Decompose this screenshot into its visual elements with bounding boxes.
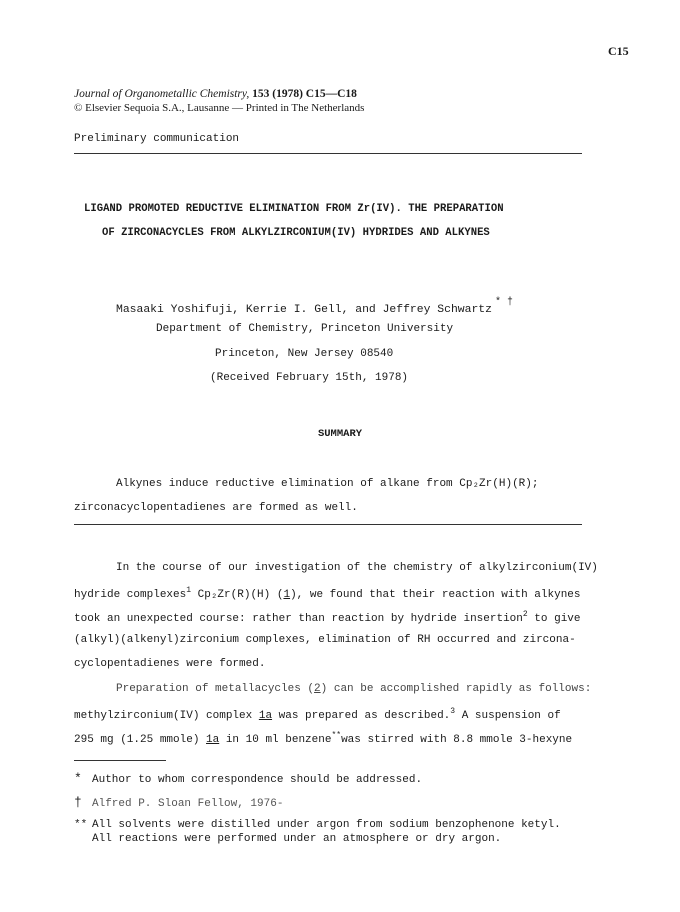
- footnote-text: Alfred P. Sloan Fellow, 1976-: [92, 798, 284, 810]
- footnote-text: All solvents were distilled under argon from sodium benzophenone ketyl.: [92, 819, 561, 831]
- footnote-4: [74, 833, 501, 845]
- body-p1-line5: cyclopentadienes were formed.: [74, 658, 266, 670]
- author-marks: * †: [494, 297, 513, 308]
- summary-rule: [74, 524, 582, 525]
- footnote-ref-solvents: **: [331, 731, 342, 740]
- citation-1: 1: [186, 586, 192, 595]
- text-run: Cp₂Zr(R)(H) (: [191, 589, 284, 601]
- city: Princeton, New Jersey 08540: [215, 348, 394, 360]
- footnote-text: Author to whom correspondence should be addressed.: [92, 774, 423, 786]
- text-run: hydride complexes: [74, 589, 187, 601]
- body-p2-line3: [74, 731, 572, 746]
- footnote-3: [74, 819, 561, 831]
- body-p1-line2: [74, 586, 581, 601]
- text-run: ) can be accomplished rapidly as follows:: [320, 683, 592, 695]
- body-p1-line1: In the course of our investigation of the chemistry of alkylzirconium(IV): [116, 562, 598, 574]
- header-rule: [74, 153, 582, 154]
- body-p2-line1: [116, 683, 591, 695]
- title-line-2: OF ZIRCONACYCLES FROM ALKYLZIRCONIUM(IV) HYDRIDES AND ALKYNES: [102, 227, 490, 239]
- footnote-mark: **: [74, 819, 88, 831]
- citation-3: 3: [450, 707, 456, 716]
- footnote-mark: *: [74, 771, 82, 786]
- summary-line-1: Alkynes induce reductive elimination of alkane from Cp₂Zr(H)(R);: [116, 478, 539, 490]
- text-run: to give: [527, 613, 581, 625]
- journal-citation: [74, 88, 357, 100]
- text-run: was stirred with 8.8 mmole 3-hexyne: [341, 734, 573, 746]
- received-date: (Received February 15th, 1978): [210, 372, 409, 384]
- publisher-line: © Elsevier Sequoia S.A., Lausanne — Printed in The Netherlands: [74, 102, 365, 114]
- body-p1-line3: [74, 610, 581, 625]
- title-line-1: LIGAND PROMOTED REDUCTIVE ELIMINATION FROM Zr(IV). THE PREPARATION: [84, 203, 504, 215]
- summary-line-2: zirconacyclopentadienes are formed as well.: [74, 502, 358, 514]
- journal-name: Journal of Organometallic Chemistry,: [74, 88, 250, 100]
- text-run: Preparation of metallacycles (: [116, 683, 315, 695]
- footnote-rule: [74, 760, 166, 761]
- journal-ref: 153 (1978) C15—C18: [252, 88, 357, 100]
- text-run: methylzirconium(IV) complex: [74, 710, 259, 722]
- body-p1-line4: (alkyl)(alkenyl)zirconium complexes, elimination of RH occurred and zircona-: [74, 634, 576, 646]
- compound-ref-1a-2: 1a: [206, 734, 220, 746]
- author-names: [116, 297, 513, 316]
- compound-ref-1a: 1a: [258, 710, 273, 722]
- compound-ref-1: 1: [283, 589, 291, 601]
- footnote-2: [74, 795, 283, 810]
- text-run: in 10 ml benzene: [219, 734, 332, 746]
- footnote-mark: †: [74, 795, 82, 810]
- compound-ref-2: 2: [314, 683, 321, 695]
- author-list: Masaaki Yoshifuji, Kerrie I. Gell, and Jeffrey Schwartz: [116, 304, 492, 316]
- footnote-1: [74, 771, 422, 786]
- body-p2-line2: [74, 707, 561, 722]
- section-label: Preliminary communication: [74, 133, 240, 145]
- department: Department of Chemistry, Princeton University: [156, 323, 454, 335]
- text-run: A suspension of: [455, 710, 561, 722]
- text-run: was prepared as described.: [272, 710, 451, 722]
- summary-heading: SUMMARY: [317, 428, 363, 440]
- footnote-text: All reactions were performed under an atmosphere or dry argon.: [92, 833, 502, 845]
- text-run: ), we found that their reaction with alkynes: [290, 589, 581, 601]
- text-run: 295 mg (1.25 mmole): [74, 734, 207, 746]
- text-run: took an unexpected course: rather than reaction by hydride insertion: [74, 613, 523, 625]
- page-number: C15: [608, 44, 629, 58]
- citation-2: 2: [522, 610, 528, 619]
